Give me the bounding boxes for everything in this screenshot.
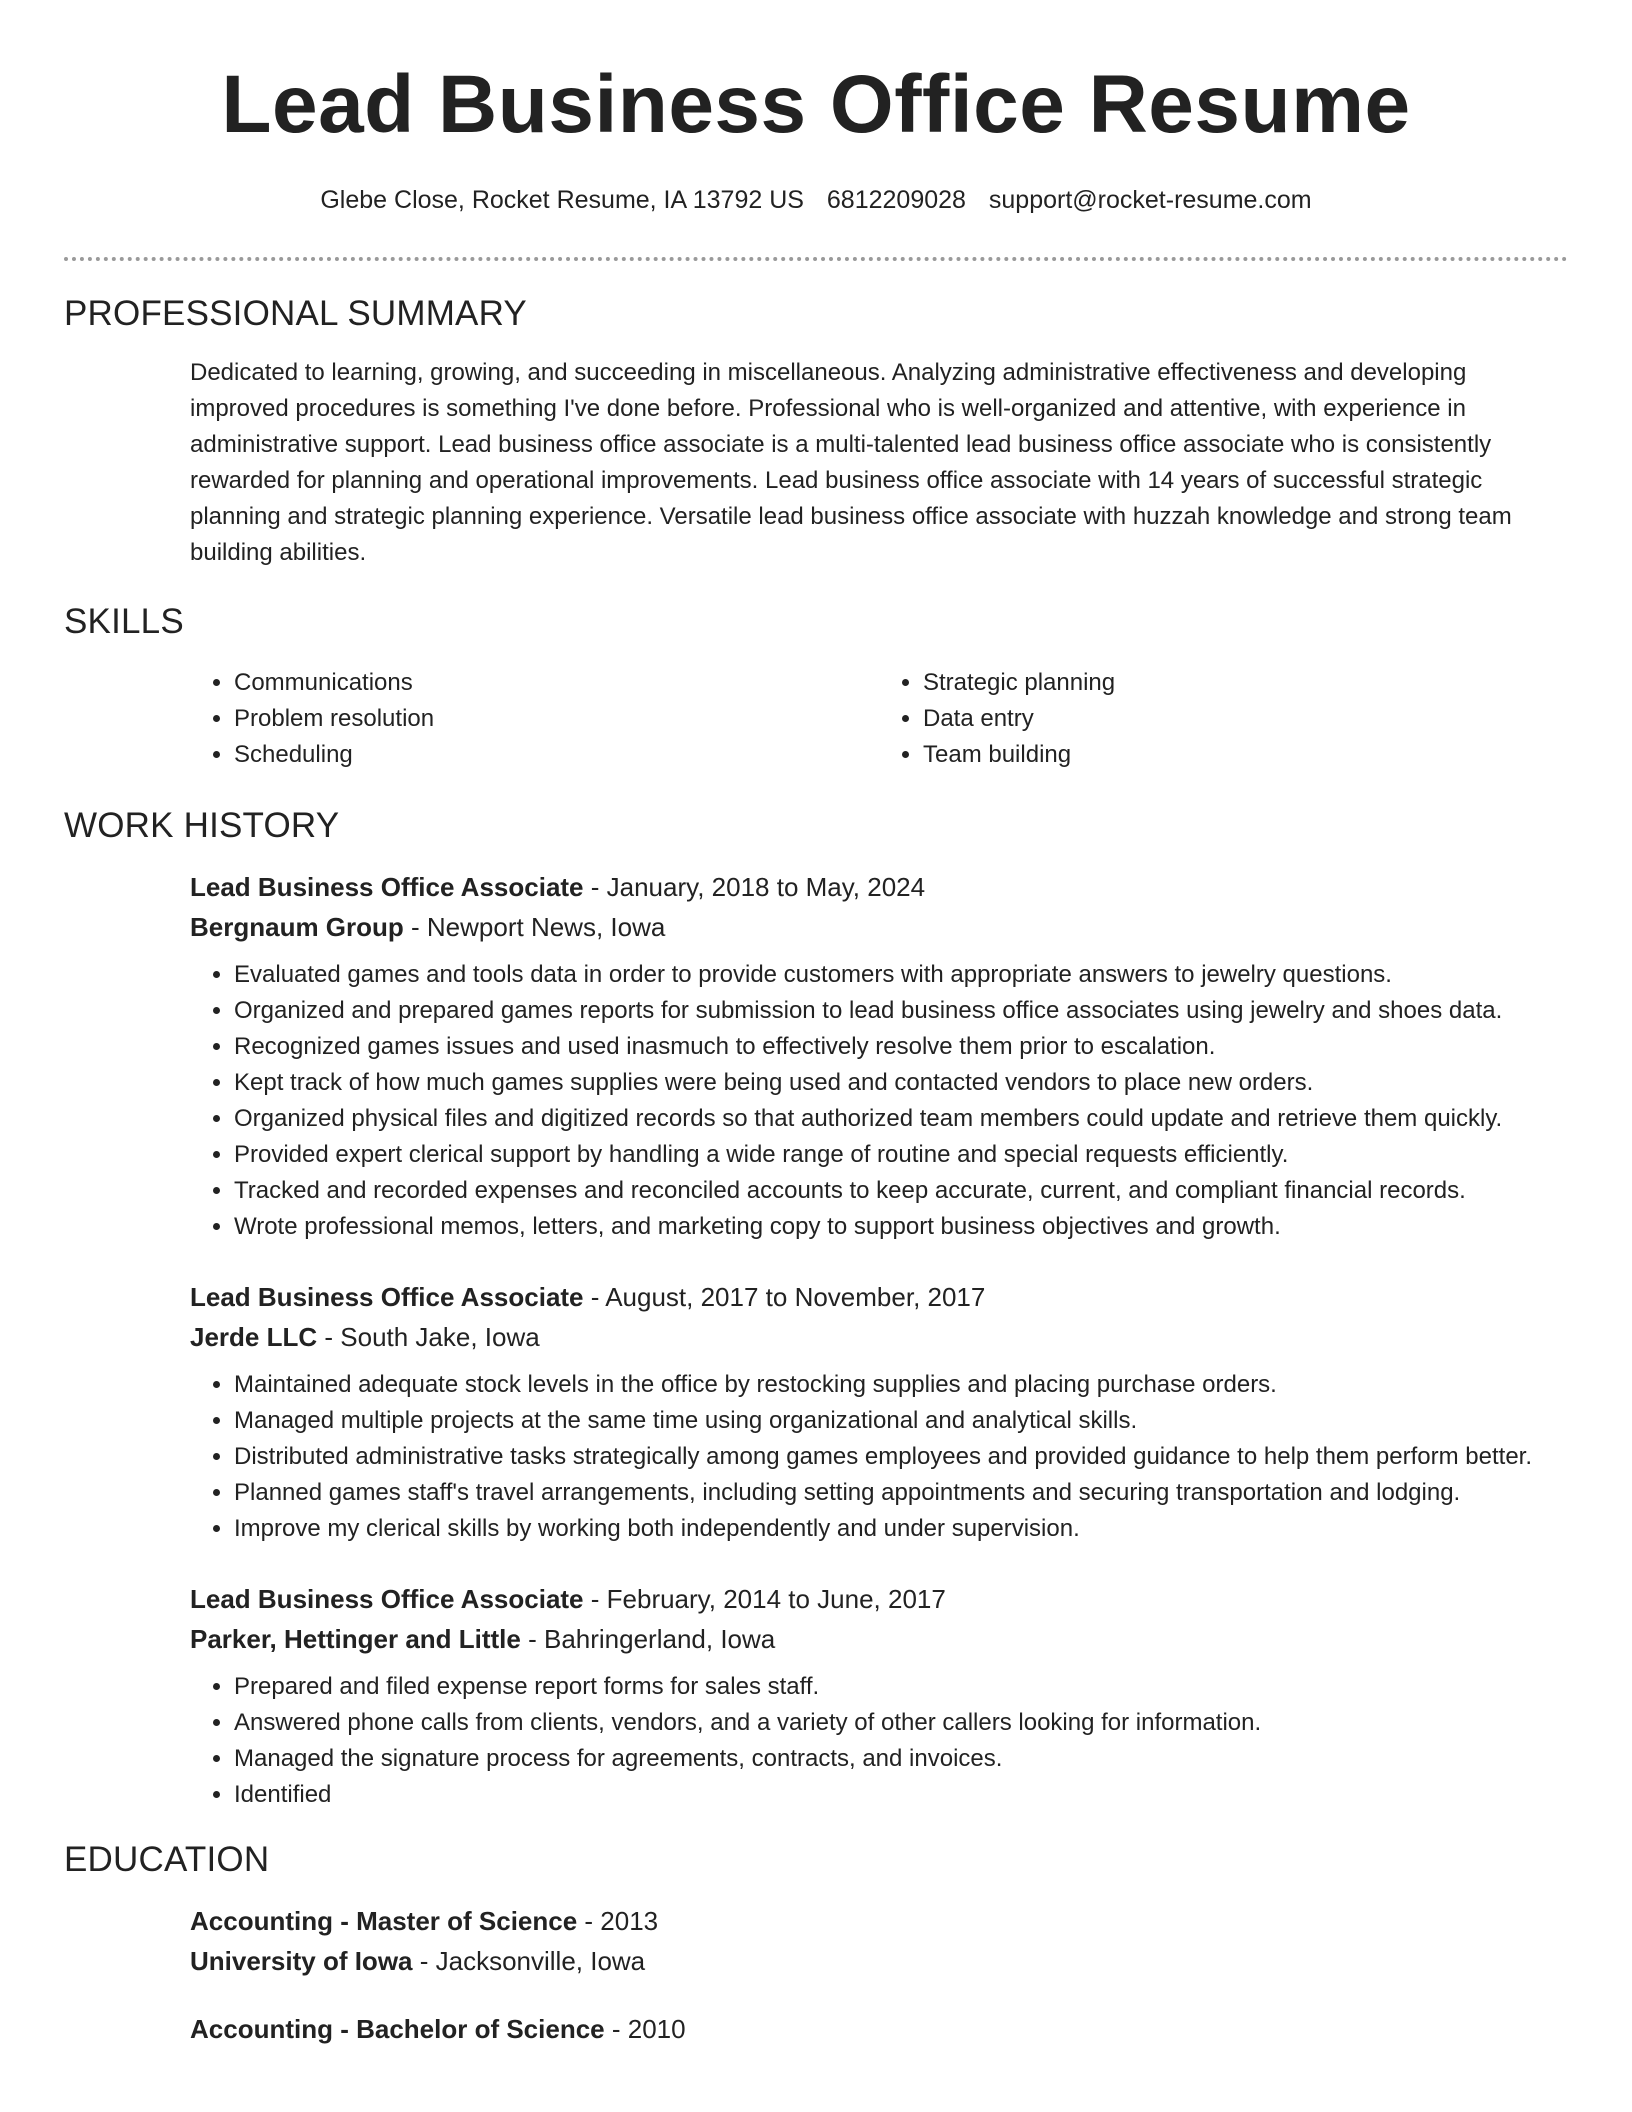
contact-line — [64, 184, 1568, 216]
degree-line — [190, 2011, 1568, 2047]
duty-item: • Prepared and filed expense report forms for sales staff. — [234, 1669, 1568, 1705]
graduation-year: - 2010 — [604, 2014, 686, 2044]
education-heading: EDUCATION — [64, 1840, 270, 1879]
summary-heading: PROFESSIONAL SUMMARY — [64, 294, 527, 333]
employer-name: Bergnaum Group — [190, 912, 404, 942]
job-title: Lead Business Office Associate — [190, 1282, 584, 1312]
employer-line — [190, 1319, 1568, 1355]
contact-address: Glebe Close, Rocket Resume, IA 13792 US — [320, 186, 804, 214]
skill-item: • Data entry — [923, 701, 1568, 737]
duty-item: • Wrote professional memos, letters, and marketing copy to support business objectives and growth. — [234, 1209, 1568, 1245]
skill-item: • Strategic planning — [923, 665, 1568, 701]
employer-name: Parker, Hettinger and Little — [190, 1624, 521, 1654]
graduation-year: - 2013 — [577, 1906, 659, 1936]
education-entry — [190, 2011, 1568, 2047]
duty-item: • Kept track of how much games supplies were being used and contacted vendors to place new orders. — [234, 1065, 1568, 1101]
job-dates: - January, 2018 to May, 2024 — [583, 872, 926, 902]
duty-item: • Organized physical files and digitized records so that authorized team members could update and retrieve them quickly. — [234, 1101, 1568, 1137]
duty-item: • Identified — [234, 1777, 1568, 1813]
summary-text: Dedicated to learning, growing, and succeeding in miscellaneous. Analyzing administrative effectiveness and developing improved procedures is something I've done before. Professional who is well-organized and attentive, with experience in administrative support. Lead business office associate is a multi-talented lead business office associate who is consistently rewarded for planning and operational improvements. Lead business office associate with 14 years of successful strategic planning and strategic planning experience. Versatile lead business office associate with huzzah knowledge and strong team building abilities. — [190, 359, 1512, 566]
employer-location: - Bahringerland, Iowa — [520, 1624, 776, 1654]
duty-item: • Tracked and recorded expenses and reconciled accounts to keep accurate, current, and compliant financial records. — [234, 1173, 1568, 1209]
duty-list — [190, 1367, 1568, 1547]
duty-item: • Planned games staff's travel arrangements, including setting appointments and securing transportation and lodging. — [234, 1475, 1568, 1511]
job-title: Lead Business Office Associate — [190, 872, 584, 902]
education-entry — [190, 1903, 1568, 1979]
employer-location: - Newport News, Iowa — [403, 912, 666, 942]
work-history-section — [64, 805, 1568, 1813]
duty-item: • Recognized games issues and used inasmuch to effectively resolve them prior to escalation. — [234, 1029, 1568, 1065]
job-entry — [190, 1279, 1568, 1547]
resume-title: Lead Business Office Resume — [221, 59, 1411, 150]
duty-item: • Organized and prepared games reports for submission to lead business office associates using jewelry and shoes data. — [234, 993, 1568, 1029]
duty-item: • Improve my clerical skills by working both independently and under supervision. — [234, 1511, 1568, 1547]
employer-line — [190, 1621, 1568, 1657]
school-name: University of Iowa — [190, 1946, 413, 1976]
summary-section — [64, 293, 1568, 571]
header-divider — [64, 257, 1568, 261]
duty-item: • Managed the signature process for agreements, contracts, and invoices. — [234, 1741, 1568, 1777]
contact-email: support@rocket-resume.com — [988, 186, 1312, 214]
duty-item: • Answered phone calls from clients, vendors, and a variety of other callers looking for information. — [234, 1705, 1568, 1741]
job-title-line — [190, 1581, 1568, 1617]
job-title-line — [190, 1279, 1568, 1315]
duty-item: • Distributed administrative tasks strategically among games employees and provided guidance to help them perform better. — [234, 1439, 1568, 1475]
job-entry — [190, 869, 1568, 1245]
skill-item: • Team building — [923, 737, 1568, 773]
skills-list-right — [879, 665, 1568, 773]
duty-list — [190, 957, 1568, 1245]
skill-item: • Scheduling — [234, 737, 879, 773]
skill-item: • Problem resolution — [234, 701, 879, 737]
duty-item: • Evaluated games and tools data in order to provide customers with appropriate answers to jewelry questions. — [234, 957, 1568, 993]
degree: Accounting - Bachelor of Science — [190, 2014, 605, 2044]
employer-line — [190, 909, 1568, 945]
employer-name: Jerde LLC — [190, 1322, 318, 1352]
employer-location: - South Jake, Iowa — [317, 1322, 540, 1352]
job-dates: - August, 2017 to November, 2017 — [583, 1282, 986, 1312]
skills-section — [64, 601, 1568, 773]
degree-line — [190, 1903, 1568, 1939]
skills-heading: SKILLS — [64, 602, 184, 641]
duty-item: • Maintained adequate stock levels in the office by restocking supplies and placing purchase orders. — [234, 1367, 1568, 1403]
job-entry — [190, 1581, 1568, 1813]
job-title-line — [190, 869, 1568, 905]
skills-list-left — [190, 665, 879, 773]
education-section — [64, 1839, 1568, 2047]
skill-item: • Communications — [234, 665, 879, 701]
job-dates: - February, 2014 to June, 2017 — [583, 1584, 946, 1614]
work-history-heading: WORK HISTORY — [64, 806, 340, 845]
job-title: Lead Business Office Associate — [190, 1584, 584, 1614]
degree: Accounting - Master of Science — [190, 1906, 578, 1936]
duty-item: • Provided expert clerical support by handling a wide range of routine and special requests efficiently. — [234, 1137, 1568, 1173]
duty-item: • Managed multiple projects at the same time using organizational and analytical skills. — [234, 1403, 1568, 1439]
school-line — [190, 1943, 1568, 1979]
school-location: - Jacksonville, Iowa — [412, 1946, 646, 1976]
contact-phone: 6812209028 — [826, 186, 966, 214]
duty-list — [190, 1669, 1568, 1813]
